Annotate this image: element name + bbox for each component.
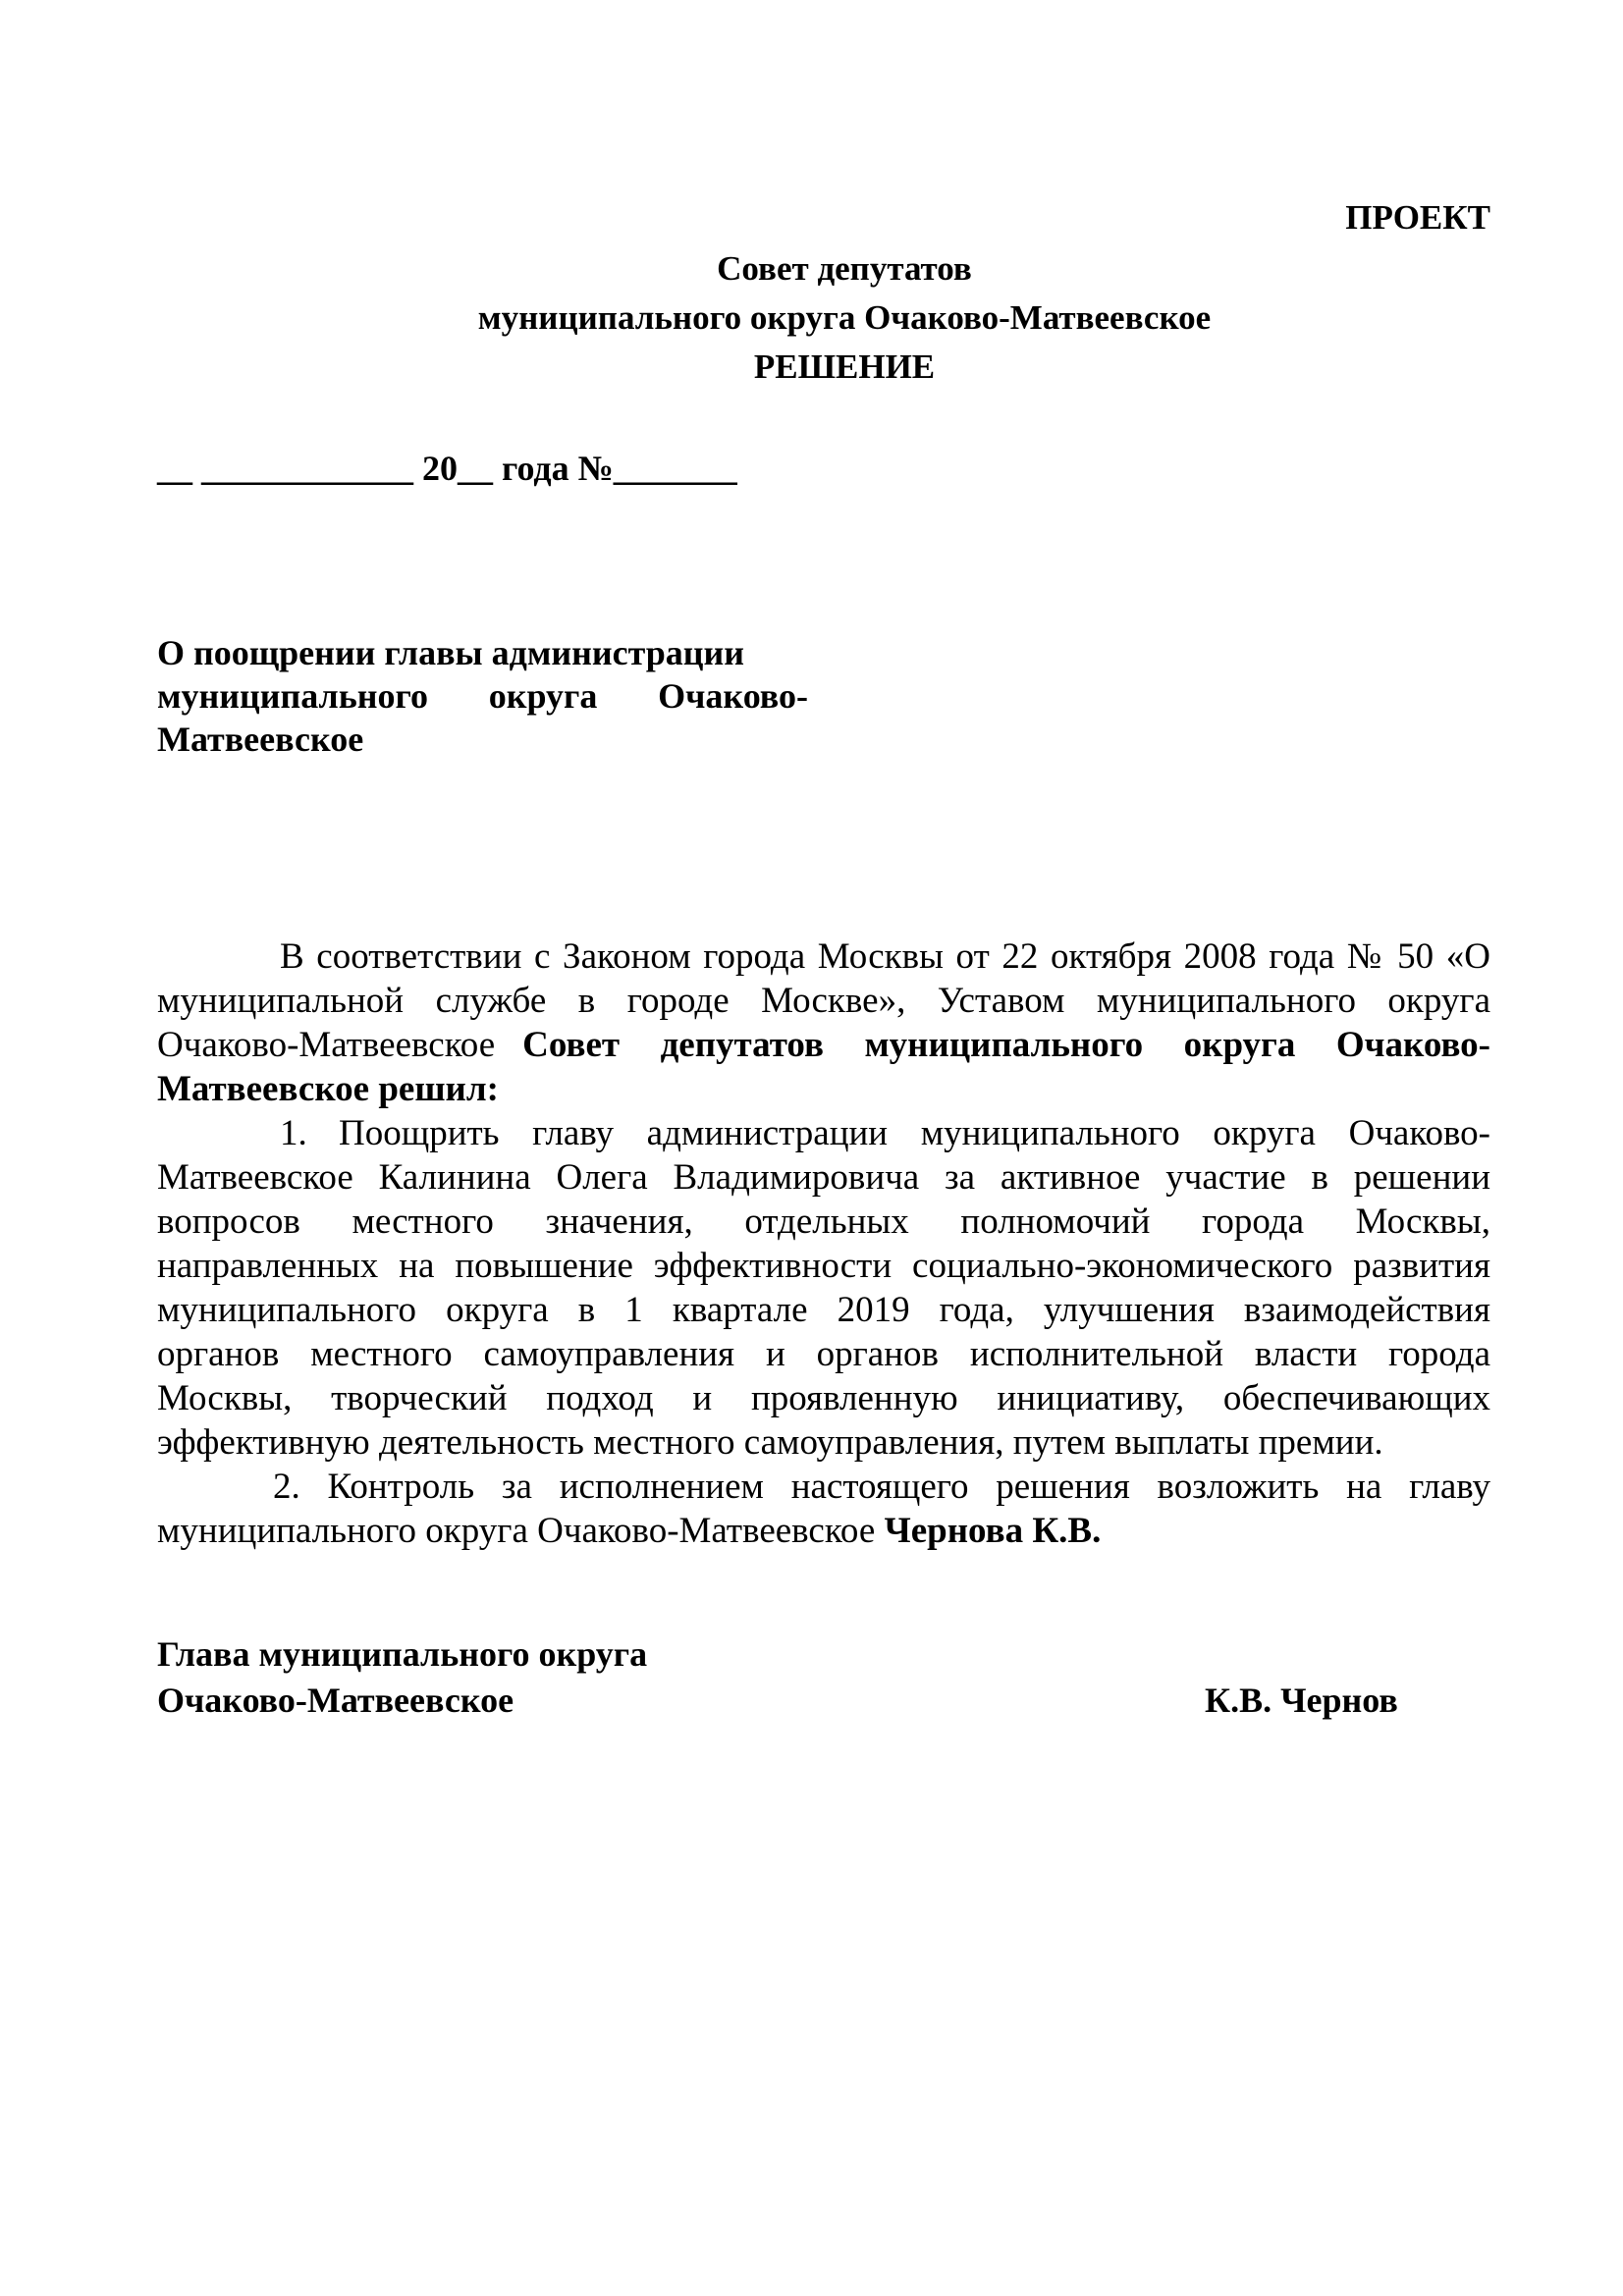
subject-line2 [157,674,808,718]
preamble-line2: муниципальной службе в городе Москве», Уставом муниципального округа [157,981,1490,1021]
subject-line3: Матвеевское [157,720,364,759]
item1-text-line1: Поощрить главу администрации муниципального округа Очаково- [339,1113,1490,1153]
item1-line5: муниципального округа в 1 квартале 2019 года, улучшения взаимодействия [157,1290,1490,1330]
item1-line6: органов местного самоуправления и органов исполнительной власти города [157,1334,1490,1374]
item1-line8: эффективную деятельность местного самоуправления, путем выплаты премии. [157,1422,1383,1463]
item1-line4: направленных на повышение эффективности социально-экономического развития [157,1246,1490,1286]
signature-title-line1: Глава муниципального округа [157,1634,648,1674]
item1-line7: Москвы, творческий подход и проявленную инициативу, обеспечивающих [157,1378,1490,1418]
item2-line2 [157,1510,1490,1553]
preamble-line3-bold: Совет депутатов муниципального округа Очаково- [522,1025,1490,1065]
signature-name: К.В. Чернов [1205,1681,1398,1720]
preamble-line3-plain: Очаково-Матвеевское [157,1025,496,1065]
item1-line1 [157,1112,1490,1155]
preamble-line4: Матвеевское решил: [157,1069,499,1109]
preamble-line1: В соответствии с Законом города Москвы от 22 октября 2008 года № 50 «О [280,936,1490,977]
item1-line2: Матвеевское Калинина Олега Владимировича за активное участие в решении [157,1157,1490,1198]
subject-title [157,631,808,761]
item2-line2-bold: Чернова К.В. [884,1511,1102,1551]
item1-line3: вопросов местного значения, отдельных полномочий города Москвы, [157,1201,1490,1242]
item2-line1: 2. Контроль за исполнением настоящего решения возложить на главу [273,1467,1490,1507]
date-number-line: __ ____________ 20__ года №_______ [157,449,737,488]
org-name-line2: муниципального округа Очаково-Матвеевское [477,298,1212,337]
signature-title-line2: Очаково-Матвеевское [157,1681,514,1720]
org-name-line1: Совет депутатов [717,249,972,288]
subject-line2-word3: Очаково- [658,676,808,716]
subject-line2-word1: муниципального [157,676,428,716]
subject-line2-word2: округа [488,676,598,716]
item2-line2-plain: муниципального округа Очаково-Матвеевское [157,1511,876,1551]
project-stamp: ПРОЕКТ [1345,198,1490,237]
document-type: РЕШЕНИЕ [753,347,936,386]
subject-line1: О поощрении главы администрации [157,633,744,672]
preamble-line3 [157,1024,1490,1067]
item1-number: 1. [280,1113,307,1153]
